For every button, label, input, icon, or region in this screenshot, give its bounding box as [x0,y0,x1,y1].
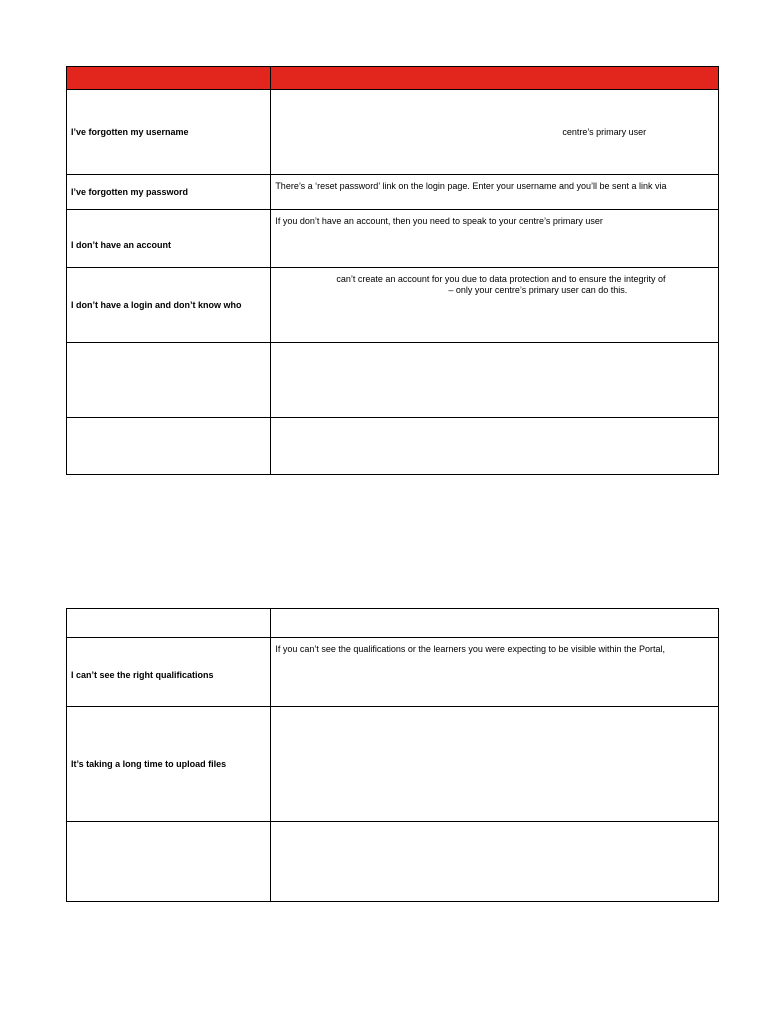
answer-cell [271,175,719,210]
header-cell-question [67,609,271,638]
table-header-row [67,609,719,638]
header-cell-answer [271,67,719,90]
table-row [67,418,719,475]
answer-cell [271,822,719,902]
question-cell [67,343,271,418]
question-cell: I’ve forgotten my password [67,175,271,210]
answer-cell [271,418,719,475]
table-row [67,268,719,343]
answer-line: If you can’t see the qualifications or the learners you were expecting to be visible within the Portal, [275,644,666,654]
answer-line: can’t create an account for you due to data protection and to ensure the integrity of [336,274,666,284]
table-header-row [67,67,719,90]
table-row [67,343,719,418]
question-cell: I don’t have an account [67,210,271,268]
header-cell-answer [271,609,719,638]
table-row [67,707,719,822]
header-cell-question [67,67,271,90]
answer-line: – only your centre’s primary user can do this. [448,285,628,295]
faq-table-login [66,66,719,475]
answer-line: If you don’t have an account, then you need to speak to your centre’s primary user [275,216,603,226]
question-cell [67,822,271,902]
question-cell: It’s taking a long time to upload files [67,707,271,822]
table-row [67,638,719,707]
answer-cell [271,210,719,268]
answer-cell [271,638,719,707]
question-cell: I’ve forgotten my username [67,90,271,175]
question-cell: I can’t see the right qualifications [67,638,271,707]
table-row [67,175,719,210]
answer-line: There’s a ‘reset password’ link on the login page. Enter your username and you’ll be sent a link via [275,181,667,191]
question-cell: I don’t have a login and don’t know who [67,268,271,343]
table-row [67,210,719,268]
answer-cell [271,707,719,822]
table-row [67,90,719,175]
question-cell [67,418,271,475]
answer-cell [271,343,719,418]
answer-cell [271,268,719,343]
table-row [67,822,719,902]
answer-line: centre’s primary user [562,126,647,137]
answer-cell [271,90,719,175]
faq-table-portal [66,608,719,902]
